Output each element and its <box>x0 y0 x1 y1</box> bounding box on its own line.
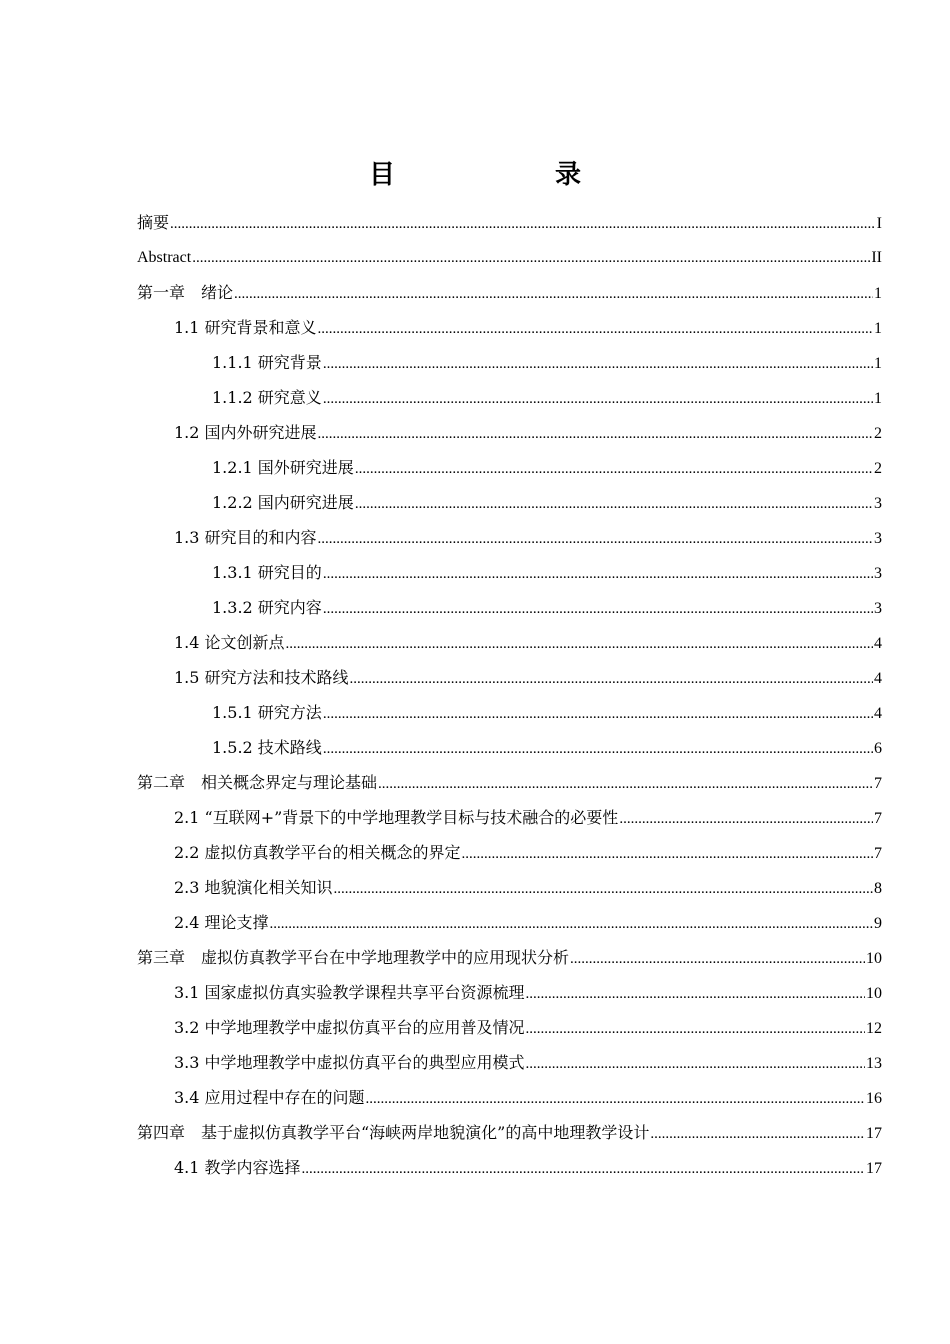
toc-entry[interactable] <box>137 1084 882 1119</box>
toc-entry-label: 1.1.1 研究背景 <box>212 353 322 372</box>
toc-page-number: 13 <box>866 1055 882 1072</box>
toc-entry[interactable] <box>137 559 882 594</box>
toc-dot-leader <box>323 735 873 763</box>
toc-page-number: 17 <box>866 1125 882 1142</box>
toc-dot-leader <box>355 455 873 483</box>
toc-entry[interactable] <box>137 314 882 349</box>
toc-entry-label: 第三章 虚拟仿真教学平台在中学地理教学中的应用现状分析 <box>137 948 570 967</box>
toc-dot-leader <box>366 1085 865 1113</box>
toc-entry[interactable] <box>137 349 882 384</box>
toc-entry[interactable] <box>137 699 882 734</box>
toc-entry[interactable] <box>137 979 882 1014</box>
toc-dot-leader <box>526 1015 865 1043</box>
table-of-contents <box>137 209 882 1189</box>
toc-page-number: 4 <box>874 635 882 652</box>
toc-page-number: 7 <box>874 810 882 827</box>
toc-entry-label: 4.1 教学内容选择 <box>174 1158 301 1177</box>
toc-entry-label: 1.1 研究背景和意义 <box>174 318 317 337</box>
toc-page-number: 1 <box>874 390 882 407</box>
toc-entry-label: 1.1.2 研究意义 <box>212 388 322 407</box>
toc-entry[interactable] <box>137 454 882 489</box>
toc-entry[interactable] <box>137 664 882 699</box>
toc-entry[interactable] <box>137 279 882 314</box>
toc-entry-label: 第四章 基于虚拟仿真教学平台“海峡两岸地貌演化”的高中地理教学设计 <box>137 1123 650 1142</box>
toc-dot-leader <box>302 1155 865 1183</box>
toc-page-number: 9 <box>874 915 882 932</box>
toc-dot-leader <box>323 350 873 378</box>
toc-dot-leader <box>355 490 873 518</box>
toc-dot-leader <box>170 210 876 238</box>
toc-entry-label: 2.4 理论支撑 <box>174 913 269 932</box>
toc-entry-label: 3.1 国家虚拟仿真实验教学课程共享平台资源梳理 <box>174 983 525 1002</box>
toc-page-number: 7 <box>874 775 882 792</box>
toc-entry[interactable] <box>137 524 882 559</box>
toc-page-number: 8 <box>874 880 882 897</box>
toc-page-number: 10 <box>866 985 882 1002</box>
toc-dot-leader <box>526 980 865 1008</box>
toc-entry-label: 1.2.1 国外研究进展 <box>212 458 354 477</box>
toc-entry[interactable] <box>137 944 882 979</box>
toc-entry-label: 2.1 “互联网+”背景下的中学地理教学目标与技术融合的必要性 <box>174 808 619 827</box>
toc-entry[interactable] <box>137 419 882 454</box>
toc-entry[interactable] <box>137 909 882 944</box>
toc-page-number: 16 <box>866 1090 882 1107</box>
toc-page-number: 4 <box>874 705 882 722</box>
toc-page-number: 17 <box>866 1160 882 1177</box>
toc-entry-label: 1.2 国内外研究进展 <box>174 423 317 442</box>
toc-entry[interactable] <box>137 874 882 909</box>
toc-entry[interactable] <box>137 1154 882 1189</box>
toc-dot-leader <box>270 910 873 938</box>
toc-page-number: 3 <box>874 495 882 512</box>
toc-entry-label: 1.2.2 国内研究进展 <box>212 493 354 512</box>
toc-entry-label: 第二章 相关概念界定与理论基础 <box>137 773 378 792</box>
toc-entry-label: 3.2 中学地理教学中虚拟仿真平台的应用普及情况 <box>174 1018 525 1037</box>
toc-dot-leader <box>378 770 873 798</box>
toc-entry-label: 1.3.2 研究内容 <box>212 598 322 617</box>
toc-dot-leader <box>650 1120 865 1148</box>
toc-entry-label: Abstract <box>137 249 192 266</box>
toc-dot-leader <box>318 525 873 553</box>
toc-dot-leader <box>323 385 873 413</box>
toc-entry-label: 3.3 中学地理教学中虚拟仿真平台的典型应用模式 <box>174 1053 525 1072</box>
toc-dot-leader <box>234 280 873 308</box>
toc-entry[interactable] <box>137 769 882 804</box>
toc-page-number: II <box>871 249 882 266</box>
toc-entry-label: 3.4 应用过程中存在的问题 <box>174 1088 365 1107</box>
toc-entry-label: 2.3 地貌演化相关知识 <box>174 878 333 897</box>
toc-entry[interactable] <box>137 489 882 524</box>
toc-title: 目 录 <box>368 160 617 190</box>
toc-entry[interactable] <box>137 629 882 664</box>
toc-dot-leader <box>526 1050 865 1078</box>
toc-entry-label: 1.3.1 研究目的 <box>212 563 322 582</box>
toc-page-number: 3 <box>874 600 882 617</box>
toc-entry[interactable] <box>137 1119 882 1154</box>
toc-page-number: 12 <box>866 1020 882 1037</box>
toc-dot-leader <box>619 805 873 833</box>
toc-entry[interactable] <box>137 384 882 419</box>
toc-dot-leader <box>192 244 870 272</box>
toc-dot-leader <box>350 665 873 693</box>
toc-entry-label: 1.4 论文创新点 <box>174 633 285 652</box>
toc-page-number: I <box>876 215 882 232</box>
toc-entry[interactable] <box>137 594 882 629</box>
toc-dot-leader <box>323 595 873 623</box>
toc-page-number: 1 <box>874 285 882 302</box>
toc-page-number: 1 <box>874 355 882 372</box>
toc-entry-label: 1.5.1 研究方法 <box>212 703 322 722</box>
toc-dot-leader <box>323 700 873 728</box>
toc-dot-leader <box>570 945 865 973</box>
toc-entry[interactable] <box>137 1049 882 1084</box>
toc-entry[interactable] <box>137 804 882 839</box>
toc-entry-label: 1.5.2 技术路线 <box>212 738 322 757</box>
toc-page-number: 2 <box>874 460 882 477</box>
toc-page-number: 3 <box>874 565 882 582</box>
toc-page-number: 4 <box>874 670 882 687</box>
toc-dot-leader <box>334 875 873 903</box>
toc-entry[interactable] <box>137 734 882 769</box>
toc-page-number: 1 <box>874 320 882 337</box>
toc-page-number: 3 <box>874 530 882 547</box>
toc-entry[interactable] <box>137 839 882 874</box>
toc-entry-label: 1.5 研究方法和技术路线 <box>174 668 349 687</box>
toc-entry-label: 1.3 研究目的和内容 <box>174 528 317 547</box>
toc-entry-label: 第一章 绪论 <box>137 283 234 302</box>
toc-page-number: 2 <box>874 425 882 442</box>
toc-page-number: 10 <box>866 950 882 967</box>
toc-dot-leader <box>323 560 873 588</box>
toc-entry[interactable] <box>137 1014 882 1049</box>
toc-page-number: 7 <box>874 845 882 862</box>
toc-entry-label: 2.2 虚拟仿真教学平台的相关概念的界定 <box>174 843 461 862</box>
toc-dot-leader <box>318 420 873 448</box>
toc-dot-leader <box>318 315 873 343</box>
toc-entry-label: 摘要 <box>137 213 170 232</box>
toc-entry[interactable] <box>137 209 882 244</box>
toc-dot-leader <box>462 840 873 868</box>
toc-entry[interactable] <box>137 244 882 279</box>
toc-dot-leader <box>286 630 873 658</box>
toc-page-number: 6 <box>874 740 882 757</box>
